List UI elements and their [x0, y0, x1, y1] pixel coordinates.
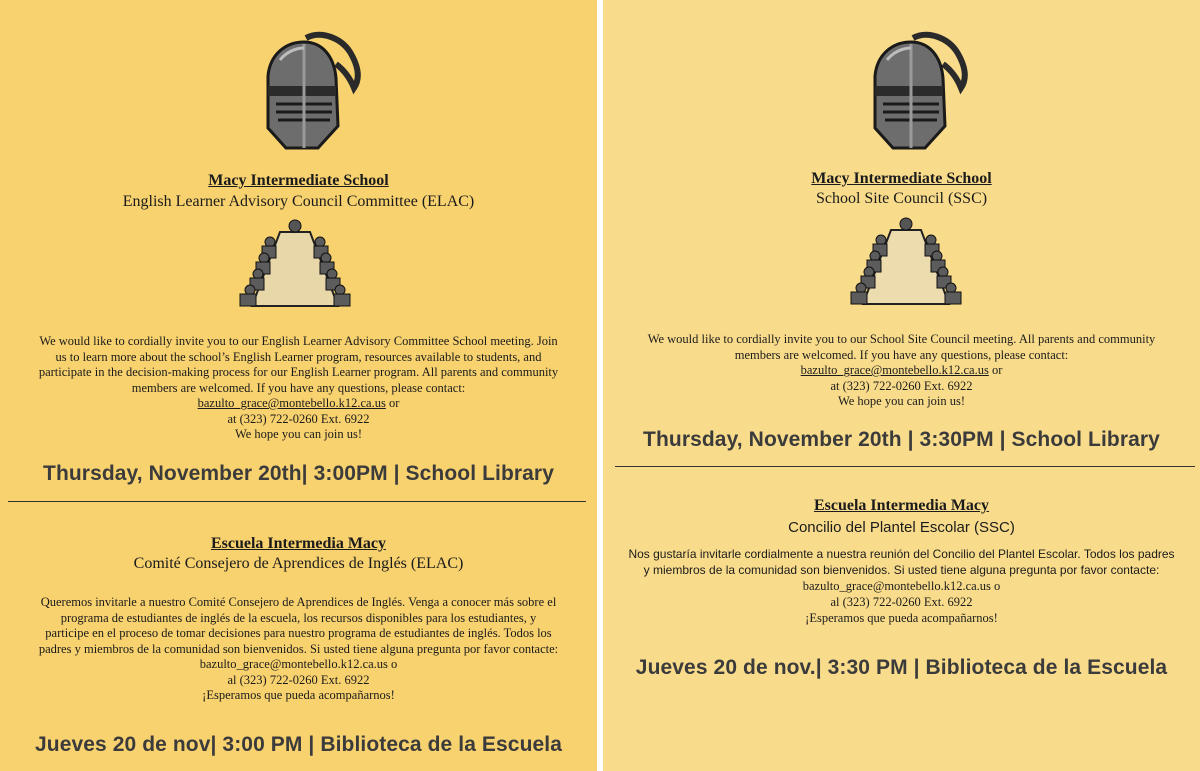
event-details-es: Jueves 20 de nov.| 3:30 PM | Biblioteca de la Escuela: [635, 656, 1168, 679]
paragraph-line: participe en el proceso de tomar decisiones para nuestro programa de estudiantes de inglés. Todos los: [45, 626, 552, 640]
closing-line: ¡Esperamos que pueda acompañarnos!: [202, 688, 395, 702]
contact-phone: at (323) 722-0260 Ext. 6922: [830, 378, 973, 393]
paragraph-line: Nos gustaría invitarle cordialmente a nuestra reunión del Concilio del Plantel Escolar. Todos los padres: [628, 547, 1175, 561]
elac-flyer: [0, 0, 597, 771]
paragraph-line: participate in the decision-making process for our English Learner program. All parents and community: [38, 365, 559, 379]
paragraph-line: Queremos invitarle a nuestro Comité Consejero de Aprendices de Inglés. Venga a conocer más sobre el: [40, 595, 557, 609]
contact-phone: al (323) 722-0260 Ext. 6922: [830, 595, 973, 609]
contact-email-link[interactable]: bazulto_grace@montebello.k12.ca.us: [800, 363, 989, 377]
contact-email-link[interactable]: bazulto_grace@montebello.k12.ca.us: [197, 396, 386, 410]
invitation-paragraph-es: [0, 595, 597, 704]
email-suffix: or: [988, 363, 1003, 377]
paragraph-line: padres y miembros de la comunidad son bienvenidos. Si usted tiene alguna pregunta por favor contacte:: [38, 641, 559, 656]
paragraph-line: members are welcomed. If you have any questions, please contact:: [734, 347, 1069, 362]
invitation-paragraph-en: [603, 332, 1200, 410]
paragraph-line: us to learn more about the school’s English Learner program, resources available to students, and: [55, 349, 542, 364]
invitation-paragraph-en: [0, 334, 597, 443]
section-divider: [615, 466, 1195, 467]
closing-line: We hope you can join us!: [837, 394, 966, 408]
contact-email-line: bazulto_grace@montebello.k12.ca.us o: [802, 579, 1001, 593]
closing-line: We hope you can join us!: [234, 427, 363, 441]
ssc-flyer: [603, 0, 1200, 771]
paragraph-line: programa de estudiantes de inglés de la escuela, los recursos disponibles para los estudiantes, y: [60, 610, 537, 625]
paragraph-line: We would like to cordially invite you to our School Site Council meeting. All parents and community: [647, 332, 1156, 346]
committee-name-en: School Site Council (SSC): [815, 190, 988, 207]
paragraph-line: members are welcomed. If you have any questions, please contact:: [131, 380, 466, 395]
knight-helmet-icon: [853, 30, 973, 160]
contact-phone: al (323) 722-0260 Ext. 6922: [227, 672, 370, 687]
committee-name-es: Concilio del Plantel Escolar (SSC): [788, 519, 1015, 536]
invitation-paragraph-es: [603, 546, 1200, 626]
meeting-table-icon: [841, 212, 971, 308]
paragraph-line: y miembros de la comunidad son bienvenidos. Si usted tiene alguna pregunta por favor contacte:: [643, 563, 1160, 577]
contact-email-line: [8, 396, 589, 412]
section-divider: [8, 501, 586, 502]
committee-name-en: English Learner Advisory Council Committee (ELAC): [122, 193, 475, 210]
school-name-es: Escuela Intermedia Macy: [813, 497, 990, 514]
event-details-es: Jueves 20 de nov| 3:00 PM | Biblioteca de la Escuela: [34, 733, 562, 756]
event-details-en: Thursday, November 20th | 3:30PM | School Library: [643, 428, 1160, 451]
school-name-en: Macy Intermediate School: [811, 170, 992, 187]
email-suffix: or: [385, 396, 400, 410]
knight-helmet-icon: [246, 30, 366, 160]
contact-phone: at (323) 722-0260 Ext. 6922: [227, 411, 370, 426]
committee-name-es: Comité Consejero de Aprendices de Inglés (ELAC): [133, 555, 464, 572]
meeting-table-icon: [230, 214, 360, 310]
school-name-es: Escuela Intermedia Macy: [210, 535, 387, 552]
school-name-en: Macy Intermediate School: [208, 172, 389, 189]
closing-line: ¡Esperamos que pueda acompañarnos!: [805, 611, 998, 625]
paragraph-line: We would like to cordially invite you to our English Learner Advisory Committee School meeting. Join: [39, 334, 558, 348]
event-details-en: Thursday, November 20th| 3:00PM | School Library: [43, 462, 554, 485]
contact-email-line: [611, 363, 1192, 379]
contact-email-line: bazulto_grace@montebello.k12.ca.us o: [199, 657, 398, 671]
